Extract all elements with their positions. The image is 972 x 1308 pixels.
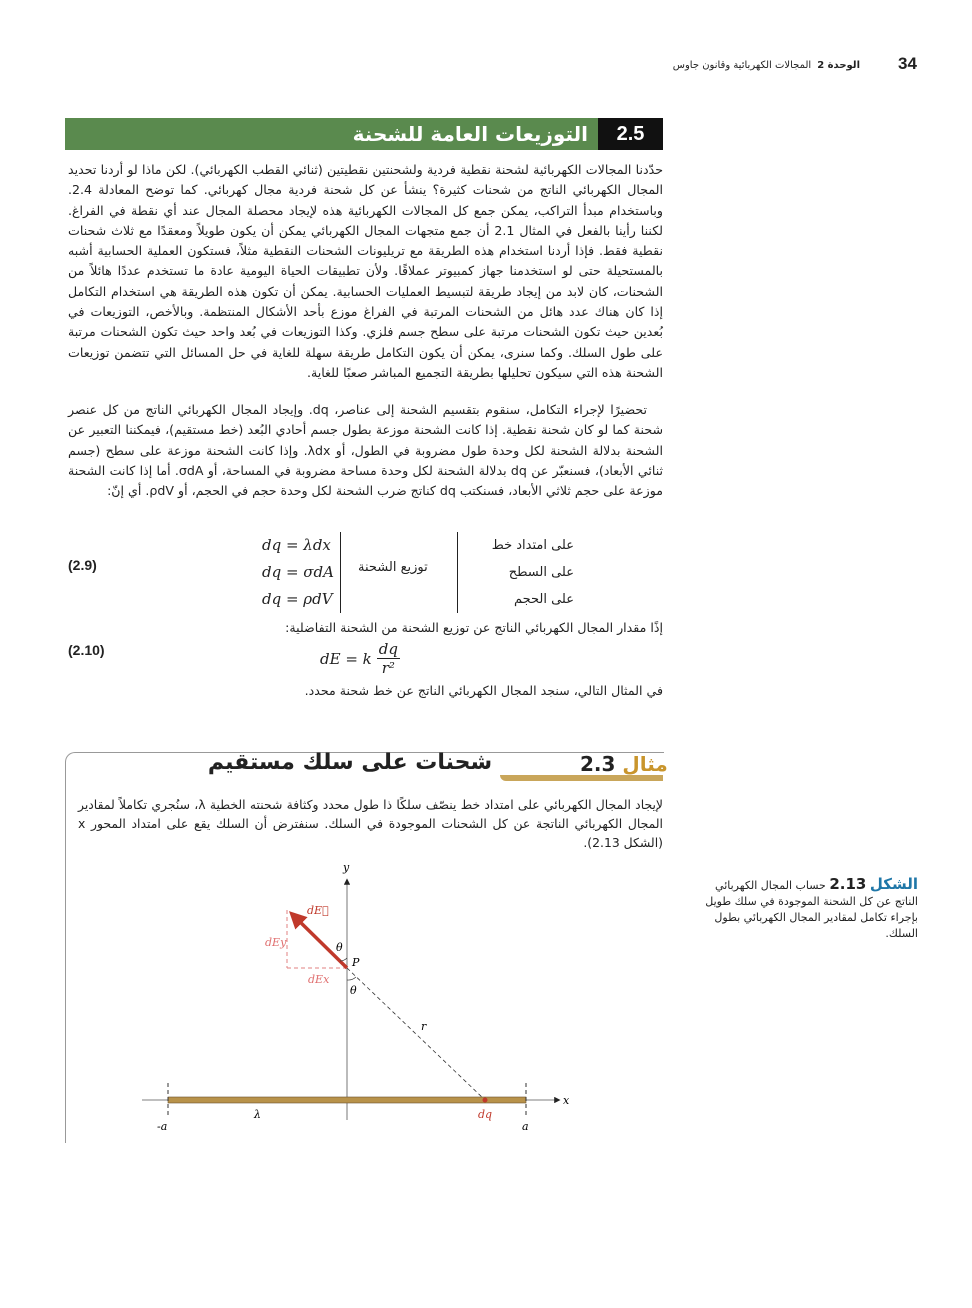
lambda-label: λ xyxy=(254,1108,261,1121)
example-title: شحنات على سلك مستقيم xyxy=(207,750,493,775)
angle-arc-bottom xyxy=(347,977,356,980)
equation-after: في المثال التالي، سنجد المجال الكهربائي الناتج عن خط شحنة محدد. xyxy=(304,683,663,698)
dE-label: dE⃗ xyxy=(307,904,329,917)
eq-line: dq = λdx xyxy=(262,536,331,554)
y-axis-label: y xyxy=(343,861,350,874)
dEx-label: dEx xyxy=(308,973,330,986)
case-line: على السطح xyxy=(508,565,574,580)
caption-text: حساب المجال الكهربائي الناتج عن كل الشحنة الموجودة في سلك طويل بإجراء تكامل لمقادير المجال الكهربائي بطول السلك. xyxy=(705,879,918,940)
charge-element-dq xyxy=(483,1098,488,1103)
equation-label-2-9: (2.9) xyxy=(68,557,97,573)
eq-lhs: dE = k xyxy=(320,649,372,668)
section-number: 2.5 xyxy=(598,118,663,150)
figure-caption xyxy=(700,876,918,942)
caption-number: 2.13 xyxy=(829,875,867,893)
theta-label-bottom: θ xyxy=(350,984,357,997)
r-label: r xyxy=(421,1020,427,1033)
eq-line: dq = ρdV xyxy=(262,590,333,608)
charged-wire xyxy=(168,1097,526,1103)
example-text: لإيجاد المجال الكهربائي على امتداد خط ينصّف سلكًا ذا طول محدد وكثافة شحنته الخطية λ، سنُجري تكاملاً لمقادير المجال الكهربائي الناتجة عن كل الشحنات الموجودة في السلك. سنفترض أن السلك يقع على امتداد المحور x (الشكل 2.13). xyxy=(78,797,663,850)
example-num: 2.3 xyxy=(580,752,616,776)
eq-line: dq = σdA xyxy=(262,563,334,581)
paragraph-text: تحضيرًا لإجراء التكامل، سنقوم بتقسيم الشحنة إلى عناصر، dq. وإيجاد المجال الكهربائي الناتج من كل عنصر شحنة كما لو كان شحنة نقطية. إذا كانت الشحنة موزعة بطول جسم أحادي البُعد (خط مستقيم)، فيمكننا التعبير عن الشحنة بدلالة الشحنة لكل وحدة طول مضروبة في الطول، أو λdx. وإذا كانت الشحنة موزعة على سطح (جسم ثنائي الأبعاد)، فسنعبّر عن dq بدلالة الشحنة لكل وحدة مساحة مضروبة في المساحة، أو σdA. أما إذا كانت الشحنة موزعة على حجم ثلاثي الأبعاد، فسنكتب dq كناتج ضرب الشحنة لكل وحدة حجم في الحجم، أو ρdV. أي إنّ: xyxy=(68,402,663,499)
case-line: على امتداد خط xyxy=(491,538,574,553)
example-word: مثال xyxy=(622,752,668,776)
denominator: r² xyxy=(381,659,395,677)
dEy-label: dEy xyxy=(265,936,287,949)
distance-r-line xyxy=(347,968,485,1100)
unit-title: المجالات الكهربائية وقانون جاوس xyxy=(672,60,812,71)
equation-label-2-10: (2.10) xyxy=(68,642,105,658)
page-number: 34 xyxy=(898,54,917,73)
neg-a-label: -a xyxy=(157,1120,168,1133)
caption-word: الشكل xyxy=(869,875,918,893)
paragraph-text: حدّدنا المجالات الكهربائية لشحنة نقطية فردية ولشحنتين نقطيتين (ثنائي القطب الكهربائي). لكن ماذا لو أردنا تحديد المجال الكهربائي الناتج من شحنات كثيرة؟ ينشأ عن كل شحنة فردية مجال كهربائي. كما توضح المعادلة 2.4. وباستخدام مبدأ التراكب، يمكن جمع كل المجالات الكهربائية هذه لإيجاد محصلة المجال عند أي نقطة في الفراغ. لكننا رأينا بالفعل في المثال 2.1 أن جمع متجهات المجال الكهربائي يمكن أن يكون طويلاً ومعقدًا مع ثلاث شحنات نقطية فقط. فإذا أردنا استخدام هذه الطريقة مع تريليونات الشحنات النقطية مثلاً، فستكون العملية الحسابية أشبه بالمستحيلة حتى لو استخدمنا جهاز كمبيوتر عملاقًا. ولأن تطبيقات الحياة اليومية عادة ما تستخدم عددًا هائلاً من الشحنات، كان لابد من إيجاد طريقة لتبسيط العمليات الحسابية. يمكن أن تكون هذه الطريقة هي استخدام التكامل إذا كان هناك عدد هائل من الشحنات المرتبة في الفراغ موزع بأحد الأشكال المنتظمة. وبالأخص، التوزيعات في بُعدين حيث تكون الشحنات مرتبة على سطح جسم فلزي. وكذا التوزيعات في بُعد واحد حيث تكون الشحنات مرتبة على طول السلك. وكما سنرى، يمكن أن يكون التكامل طريقة سهلة للغاية في حل المسائل التي تتضمن توزيعات الشحنة هذه التي سيكون تحليلها بطريقة التجميع المباشر صعبًا للغاية. xyxy=(68,162,663,380)
unit-label: الوحدة 2 xyxy=(817,60,860,71)
equation-middle: توزيع الشحنة xyxy=(358,560,428,575)
equation-intro: إذًا مقدار المجال الكهربائي الناتج عن توزيع الشحنة من الشحنة التفاضلية: xyxy=(285,620,663,635)
point-P-label: P xyxy=(352,956,360,969)
numerator: dq xyxy=(378,640,398,658)
theta-label-top: θ xyxy=(336,941,343,954)
a-label: a xyxy=(522,1120,529,1133)
dq-label: dq xyxy=(478,1108,493,1121)
case-line: على الحجم xyxy=(513,592,574,607)
section-title: التوزيعات العامة للشحنة xyxy=(352,122,588,146)
x-axis-label: x xyxy=(563,1094,570,1107)
